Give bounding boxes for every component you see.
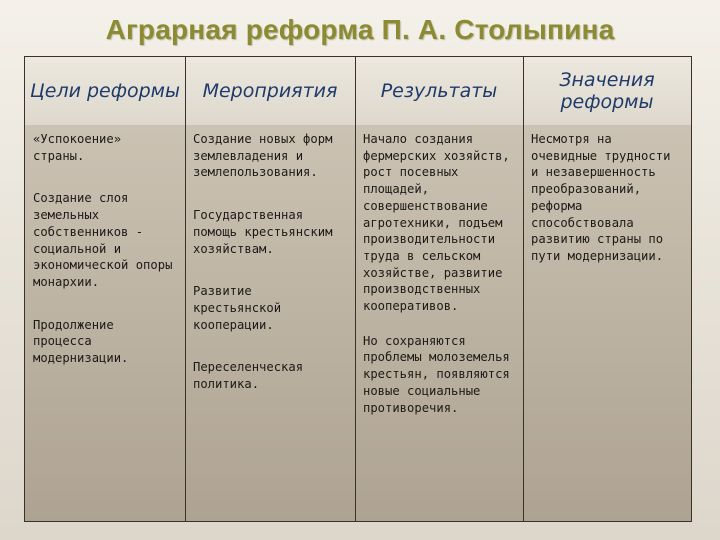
goal-item: Продолжение процесса модернизации. [33, 317, 129, 366]
column-divider [355, 57, 356, 521]
header-results: Результаты [380, 80, 498, 102]
result-item: Но сохраняются проблемы молоземелья крестьян, появляются новые социальные противоречия. [363, 333, 510, 415]
measure-item: Переселенческая политика. [193, 360, 304, 392]
column-significance [523, 125, 691, 521]
column-divider [185, 57, 186, 521]
column-divider [523, 57, 524, 521]
result-item: Начало создания фермерских хозяйств, рост посевных площадей, совершенствование агротехники, подъем производительности труда в сельском хозяйстве, развитие производственных кооперативов. [363, 132, 510, 314]
column-goals [25, 125, 185, 521]
column-results [355, 125, 523, 521]
measure-item: Создание новых форм землевладения и землепользования. [193, 132, 333, 180]
header-goals: Цели реформы [30, 80, 180, 102]
table-body-row [25, 125, 691, 521]
goal-item: «Успокоение» страны. [33, 132, 122, 163]
significance-item: Несмотря на очевидные трудности и незавершенность преобразований, реформа способствовала развитию страны по пути модернизации. [531, 132, 671, 263]
measure-item: Развитие крестьянской кооперации. [193, 284, 282, 332]
header-measures: Мероприятия [202, 80, 338, 102]
reform-table [24, 56, 692, 522]
table-header-row [25, 57, 691, 126]
column-measures [185, 125, 355, 521]
page-title: Аграрная реформа П. А. Столыпина [105, 14, 615, 45]
goal-item: Создание слоя земельных собственников - социальной и экономической опоры монархии. [33, 191, 173, 289]
measure-item: Государственная помощь крестьянским хозяйствам. [193, 208, 333, 256]
header-significance: Значения реформы [559, 69, 655, 113]
